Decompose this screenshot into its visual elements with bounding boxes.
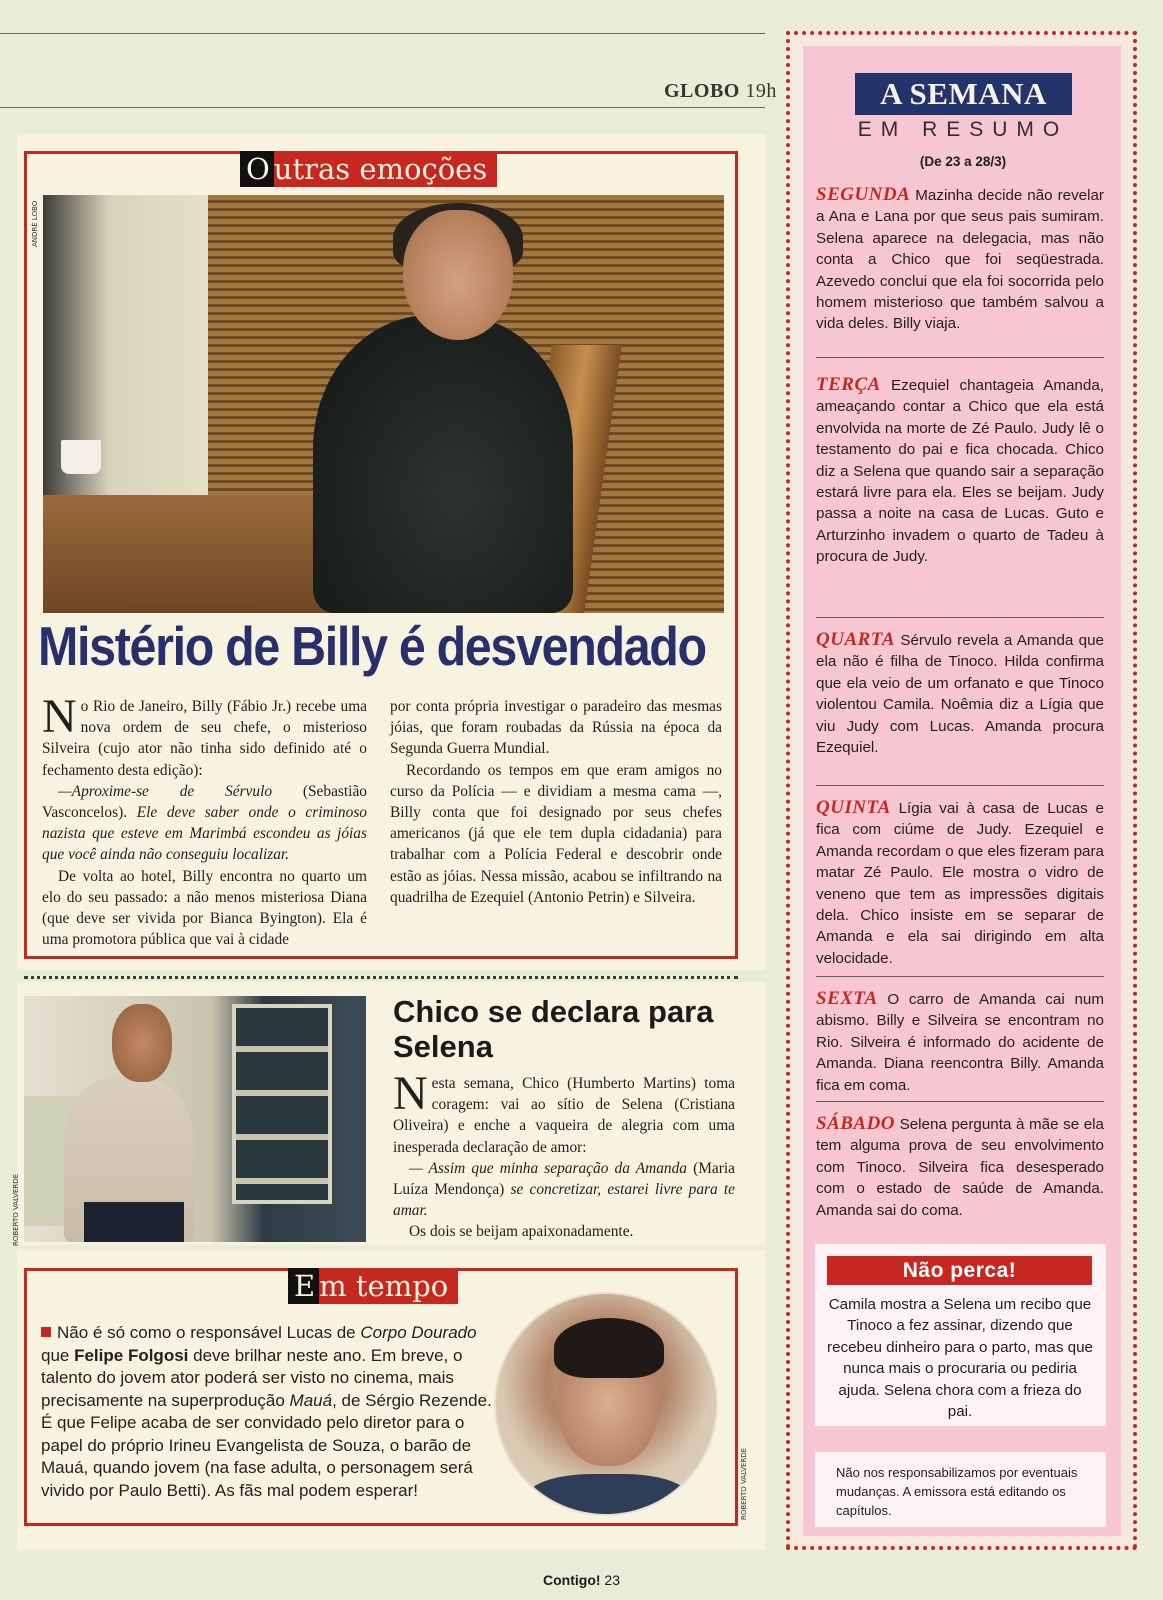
- billy-photo: [43, 195, 724, 613]
- magazine-name: Contigo!: [543, 1572, 601, 1588]
- bullet-icon: [41, 1327, 51, 1337]
- day-divider: [816, 357, 1104, 358]
- nao-perca-text: Camila mostra a Selena um recibo que Tinoco a fez assinar, dizendo que recebeu dinheiro para o parto, mas que nunca mais o procuraria ou pediria ajuda. Selena chora com a frieza do pai.: [827, 1296, 1093, 1421]
- semana-title: A SEMANA: [855, 73, 1072, 115]
- section-divider: [24, 976, 738, 979]
- chico-photo: [24, 996, 366, 1242]
- top-rule: [0, 33, 765, 34]
- billy-paragraph: De volta ao hotel, Billy encontra no quarto um elo do seu passado: a não menos misteriosa Diana (que deve ser vivida por Bianca Byington). Ela é uma promotora pública que vai à cidade: [42, 867, 367, 949]
- chico-quote: — Assim que minha separação da Amanda: [409, 1159, 688, 1177]
- day-entry-sabado: SÁBADO Selena pergunta à mãe se ela tem alguma prova de seu envolvimento com Tinoco. Silveira fica desesperado com o estado de saúde de Amanda. Amanda sai do coma.: [816, 1113, 1104, 1219]
- page-footer: [0, 1572, 1163, 1588]
- drop-cap: N: [42, 690, 77, 743]
- drop-cap: N: [393, 1067, 428, 1120]
- billy-headline: Mistério de Billy é desvendado: [38, 615, 706, 677]
- nao-perca-title: Não perca!: [827, 1256, 1092, 1285]
- day-entry-quinta: QUINTA Lígia vai à casa de Lucas e fica com ciúme de Judy. Ezequiel e Amanda recordam o que eles fizeram para matar Zé Paulo. Ele mostra o vidro de veneno que tem as impressões digitais dela. Chico insiste em se separar de Amanda e ela sai dirigindo em alta velocidade.: [816, 797, 1104, 967]
- semana-subtitle: EM RESUMO: [857, 118, 1069, 141]
- page-number: 23: [604, 1572, 620, 1588]
- day-divider: [816, 1101, 1104, 1102]
- day-entry-quarta: QUARTA Sérvulo revela a Amanda que ela não é filha de Tinoco. Hilda confirma que ela veio de um orfanato e que Tinoco violentou Camila. Noêmia diz a Lígia que viu Judy com Lucas. Amanda procura Ezequiel.: [816, 629, 1104, 757]
- billy-paragraph: Recordando os tempos em que eram amigos no curso da Polícia — e dividiam a mesma cama —, Billy conta que foi designado por seus chefes americanos (já que ele tem dupla cidadania) para trabalhar com a Polícia Federal e descobrir onde estão as jóias. Nessa missão, acabou se infiltrando na quadrilha de Ezequiel (Antonio Petrin) e Silveira.: [390, 761, 722, 906]
- header-rule: [0, 107, 765, 108]
- chico-paragraph: Os dois se beijam apaixonadamente.: [409, 1223, 634, 1241]
- billy-paragraph: o Rio de Janeiro, Billy (Fábio Jr.) recebe uma nova ordem de seu chefe, o misterioso Silveira (cujo ator não tinha sido definido até o fechamento desta edição):: [42, 698, 367, 779]
- felipe-photo: [494, 1292, 718, 1516]
- photo-credit: ROBERTO VALVERDE: [12, 1173, 20, 1246]
- day-divider: [816, 617, 1104, 618]
- photo-credit: ANDRÉ LOBO: [31, 200, 39, 247]
- chico-quote-cont: se concretizar, estarei livre para te amar.: [393, 1181, 735, 1220]
- billy-column-2: [390, 696, 722, 908]
- billy-quote-credit: (Sebastião Vasconcelos).: [42, 782, 367, 822]
- day-entry-sexta: SEXTA O carro de Amanda cai num abismo. Billy e Silveira se encontram no Rio. Silveira é informado do acidente de Amanda. Diana reencontra Billy. Amanda fica em coma.: [816, 988, 1104, 1094]
- day-divider: [816, 785, 1104, 786]
- disclaimer-text: Não nos responsabilizamos por eventuais mudanças. A emissora está editando os capítulos.: [836, 1465, 1078, 1518]
- day-entry-terca: TERÇA Ezequiel chantageia Amanda, ameaçando contar a Chico que ela está envolvida na morte de Zé Paulo. Judy lê o testamento do pai e fica chocada. Chico diz a Selena que quando sair a separação estará livre para ela. Eles se beijam. Judy passa a noite na casa de Lucas. Guto e Arturzinho invadem o quarto de Tadeu à procura de Judy.: [816, 374, 1104, 566]
- chico-column: [393, 1067, 735, 1243]
- photo-credit: ROBERTO VALVERDE: [740, 1447, 748, 1520]
- em-tempo-heading: E m tempo: [288, 1268, 458, 1304]
- chico-quote-credit: (Maria Luíza Mendonça): [393, 1159, 735, 1199]
- billy-quote: —Aproxime-se de Sérvulo: [58, 782, 273, 800]
- chico-paragraph: esta semana, Chico (Humberto Martins) toma coragem: vai ao sítio de Selena (Cristiana Oliveira) e enche a vaqueira de alegria com uma inesperada declaração de amor:: [393, 1075, 735, 1156]
- em-tempo-text: Não é só como o responsável Lucas de Corpo Dourado que Felipe Folgosi deve brilhar neste ano. Em breve, o talento do jovem ator poderá ser visto no cinema, mais precisamente na superprodução Mauá, de Sérgio Rezende. É que Felipe acaba de ser convidado pelo diretor para o papel do próprio Irineu Evangelista de Souza, o barão de Mauá, quando jovem (na fase adulta, o personagem será vivido por Paulo Betti). As fãs mal podem esperar!: [41, 1323, 492, 1500]
- billy-quote-cont: Ele deve saber onde o criminoso nazista que esteve em Marimbá escondeu as jóias que você ainda não conseguiu localizar.: [42, 804, 367, 864]
- billy-column-1: [42, 690, 367, 950]
- outras-emocoes-heading: O utras emoções: [240, 151, 497, 187]
- billy-paragraph: por conta própria investigar o paradeiro das mesmas jóias, que foram roubadas da Rússia na época da Segunda Guerra Mundial.: [390, 698, 722, 758]
- section-label: GLOBO 19h: [664, 80, 777, 102]
- day-entry-segunda: SEGUNDA Mazinha decide não revelar a Ana e Lana por que seus pais sumiram. Selena aparece na delegacia, mas não conta a Chico que foi seqüestrada. Azevedo conclui que ela foi socorrida pelo homem misterioso que também salvou a vida deles. Billy viaja.: [816, 184, 1104, 333]
- chico-headline: Chico se declara para Selena: [393, 994, 714, 1064]
- day-divider: [816, 976, 1104, 977]
- semana-dates: (De 23 a 28/3): [919, 154, 1007, 169]
